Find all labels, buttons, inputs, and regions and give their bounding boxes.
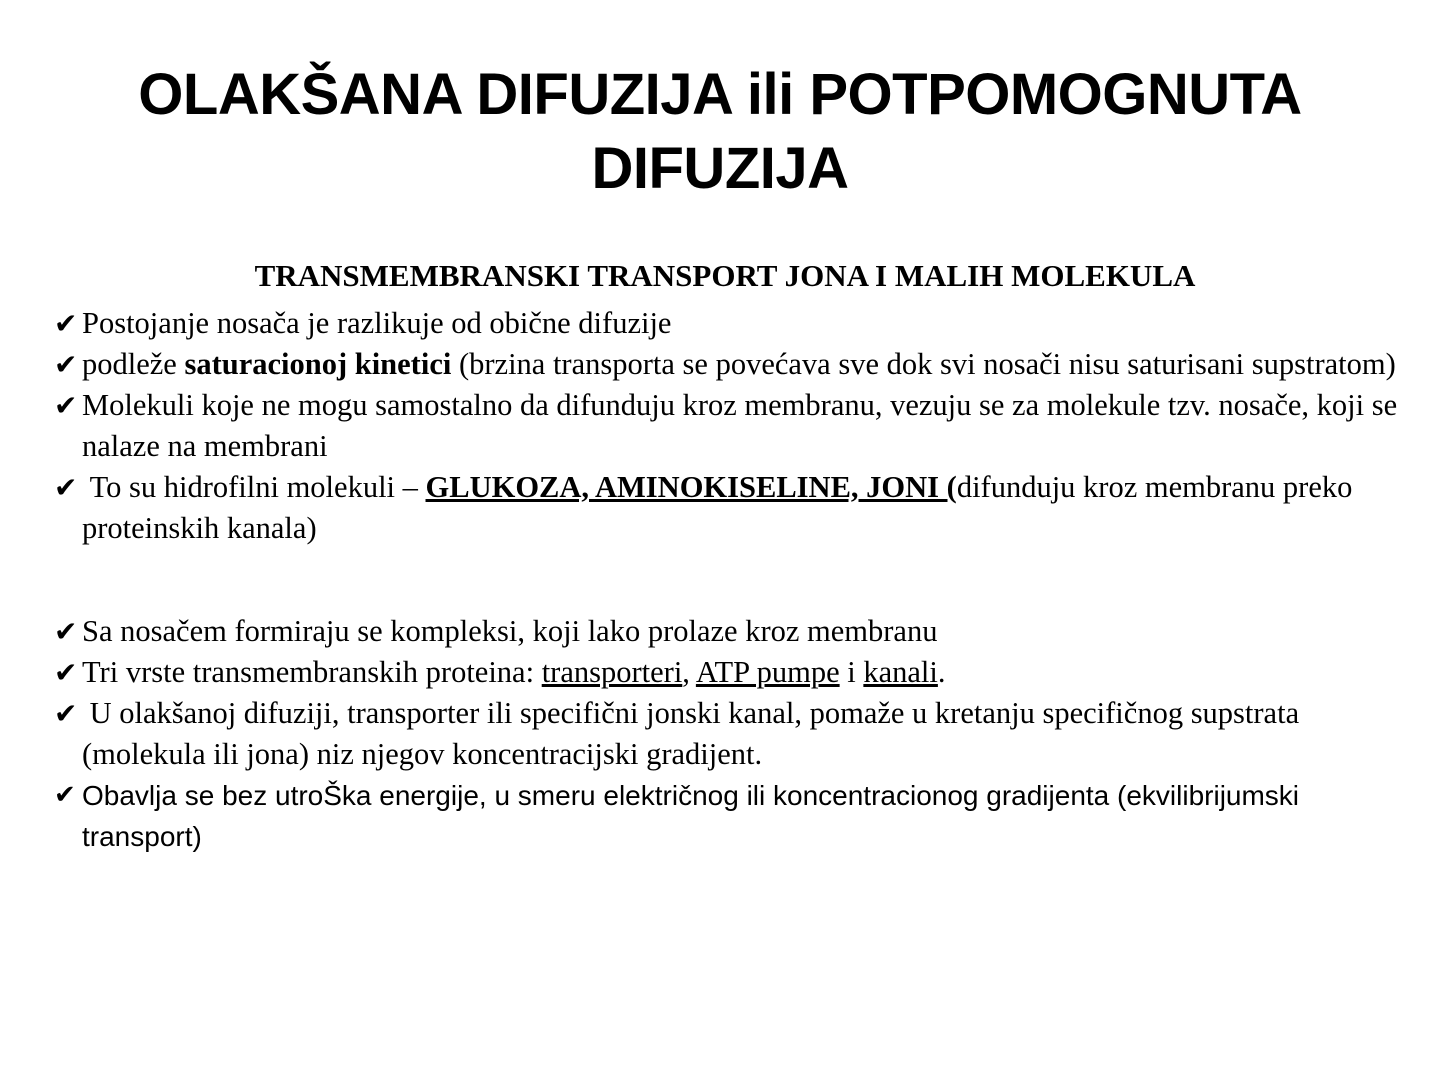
list-item-text	[82, 344, 1420, 385]
slide-subtitle: TRANSMEMBRANSKI TRANSPORT JONA I MALIH MOLEKULA	[254, 258, 1196, 293]
list-item-text	[82, 775, 1420, 857]
text-run: Postojanje nosača je razlikuje od obične difuzije	[82, 306, 672, 340]
slide-title-line-1: OLAKŠANA DIFUZIJA ili POTPOMOGNUTA	[138, 62, 1302, 127]
list-item	[50, 303, 1420, 344]
list-item	[50, 611, 1420, 652]
list-item-text	[82, 467, 1420, 549]
text-run: saturacionoj kinetici	[184, 347, 452, 381]
list-group-separator	[50, 549, 1420, 611]
slide-title	[120, 58, 1320, 206]
text-run: Obavlja se bez utroŠka energije, u smeru električnog ili koncentracionog gradijenta (ekvilibrijumski transport)	[82, 780, 1300, 852]
check-mark-icon: ✔	[54, 780, 76, 810]
text-run: Tri vrste transmembranskih proteina:	[82, 655, 542, 689]
list-item	[50, 652, 1420, 693]
list-item	[50, 693, 1420, 775]
check-mark-icon: ✔	[54, 389, 78, 422]
list-item	[50, 467, 1420, 549]
check-mark-icon: ✔	[54, 348, 78, 381]
text-run: .	[937, 655, 946, 689]
text-run: Sa nosačem formiraju se kompleksi, koji lako prolaze kroz membranu	[82, 614, 938, 648]
text-run: (brzina transporta se povećava sve dok svi nosači nisu saturisani supstratom)	[451, 347, 1396, 381]
text-run: Molekuli koje ne mogu samostalno da difunduju kroz membranu, vezuju se za molekule tzv. nosače, koji se nalaze na membrani	[82, 388, 1398, 463]
text-run: podleže	[82, 347, 185, 381]
text-run: GLUKOZA, AMINOKISELINE, JONI (	[425, 470, 957, 504]
slide-title-line-2: DIFUZIJA	[591, 136, 849, 201]
check-mark-icon: ✔	[54, 471, 78, 504]
text-run: ATP pumpe	[695, 655, 840, 689]
text-run: To su hidrofilni molekuli –	[89, 470, 426, 504]
list-item-text	[82, 652, 1420, 693]
check-mark-icon: ✔	[54, 656, 78, 689]
list-item-text	[82, 611, 1420, 652]
text-run: ,	[682, 655, 696, 689]
check-mark-icon: ✔	[54, 615, 78, 648]
text-run: transporteri	[541, 655, 683, 689]
text-run: U olakšanoj difuziji, transporter ili specifični jonski kanal, pomaže u kretanju specifičnog supstrata (molekula ili jona) niz njegov koncentracijski gradijent.	[82, 696, 1300, 771]
check-mark-icon: ✔	[54, 307, 78, 340]
text-run: kanali	[863, 655, 938, 689]
bullet-list	[50, 303, 1420, 857]
list-item	[50, 385, 1420, 467]
list-item	[50, 775, 1420, 857]
text-run: i	[839, 655, 864, 689]
list-item-text	[82, 693, 1420, 775]
list-item-text	[82, 303, 1420, 344]
list-item-text	[82, 385, 1420, 467]
check-mark-icon: ✔	[54, 697, 78, 730]
text-run: difunduju kroz membranu preko proteinskih kanala)	[82, 470, 1353, 545]
list-item	[50, 344, 1420, 385]
